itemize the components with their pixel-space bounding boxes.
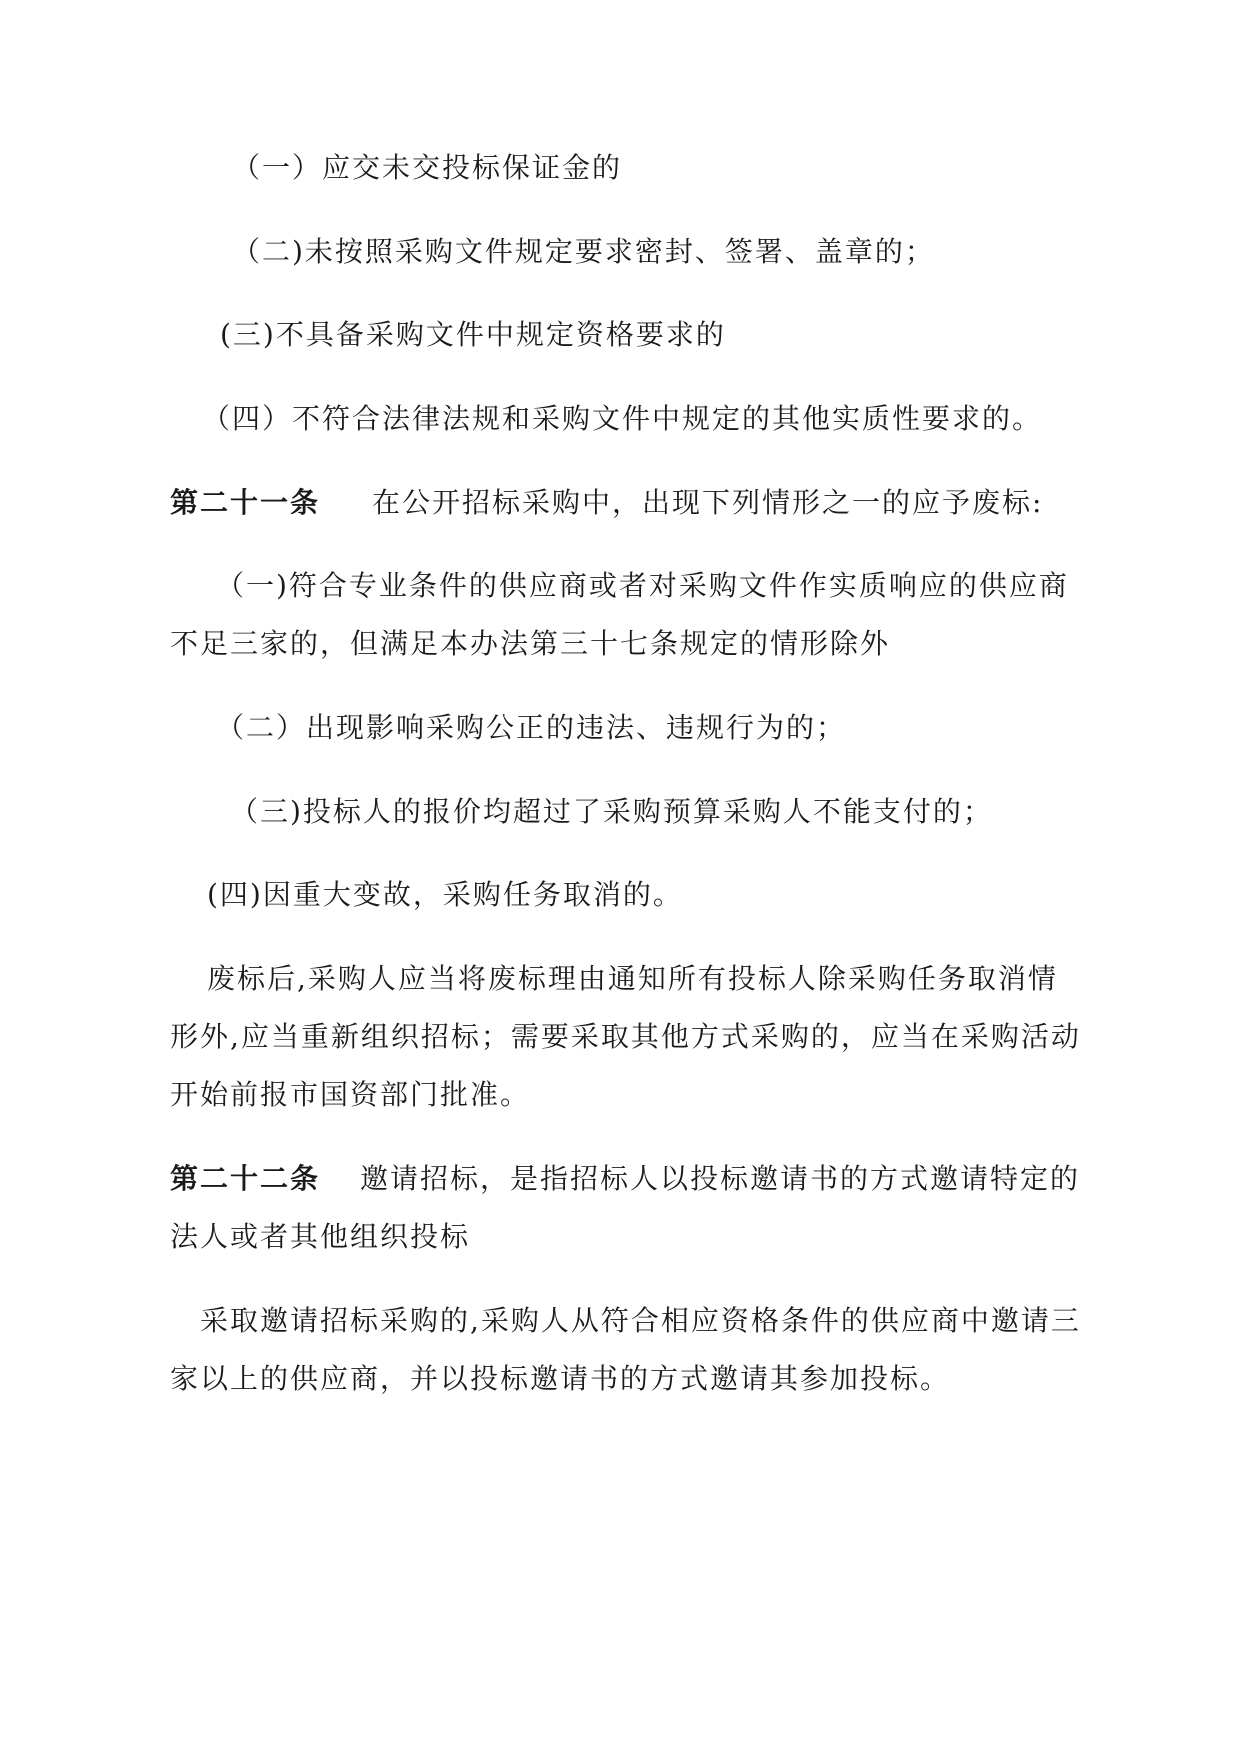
article-21-item-2: （二）出现影响采购公正的违法、违规行为的； <box>216 711 847 744</box>
article-22-line-2: 法人或者其他组织投标 <box>170 1220 471 1253</box>
article-21-text: 在公开招标采购中，出现下列情形之一的应予废标: <box>372 486 1044 519</box>
article-22-paragraph <box>170 1161 1080 1197</box>
article-22-para-line-2: 家以上的供应商，并以投标邀请书的方式邀请其参加投标。 <box>170 1362 951 1395</box>
article-21-item-1-line-1: （一)符合专业条件的供应商或者对采购文件作实质响应的供应商 <box>216 569 1069 602</box>
article-21-paragraph <box>170 485 1043 521</box>
article-22-para-line-1: 采取邀请招标采购的,采购人从符合相应资格条件的供应商中邀请三 <box>200 1304 1081 1337</box>
list-item-4: （四）不符合法律法规和采购文件中规定的其他实质性要求的。 <box>202 402 1043 435</box>
article-22-text: 邀请招标，是指招标人以投标邀请书的方式邀请特定的 <box>360 1162 1081 1195</box>
article-21-after-line-1: 废标后,采购人应当将废标理由通知所有投标人除采购任务取消情 <box>207 962 1058 995</box>
list-item-1: （一）应交未交投标保证金的 <box>232 151 623 184</box>
article-21-after-line-3: 开始前报市国资部门批准。 <box>170 1078 531 1111</box>
article-21-item-3: （三)投标人的报价均超过了采购预算采购人不能支付的； <box>230 795 993 828</box>
list-item-2: （二)未按照采购文件规定要求密封、签署、盖章的； <box>232 235 935 268</box>
article-21-item-1-line-2: 不足三家的，但满足本办法第三十七条规定的情形除外 <box>170 627 891 660</box>
article-21-after-line-2: 形外,应当重新组织招标；需要采取其他方式采购的，应当在采购活动 <box>170 1020 1081 1053</box>
article-21-heading: 第二十一条 <box>170 486 321 519</box>
article-21-item-4: (四)因重大变故，采购任务取消的。 <box>207 878 683 911</box>
article-22-heading: 第二十二条 <box>170 1162 321 1195</box>
list-item-3: (三)不具备采购文件中规定资格要求的 <box>220 318 726 351</box>
